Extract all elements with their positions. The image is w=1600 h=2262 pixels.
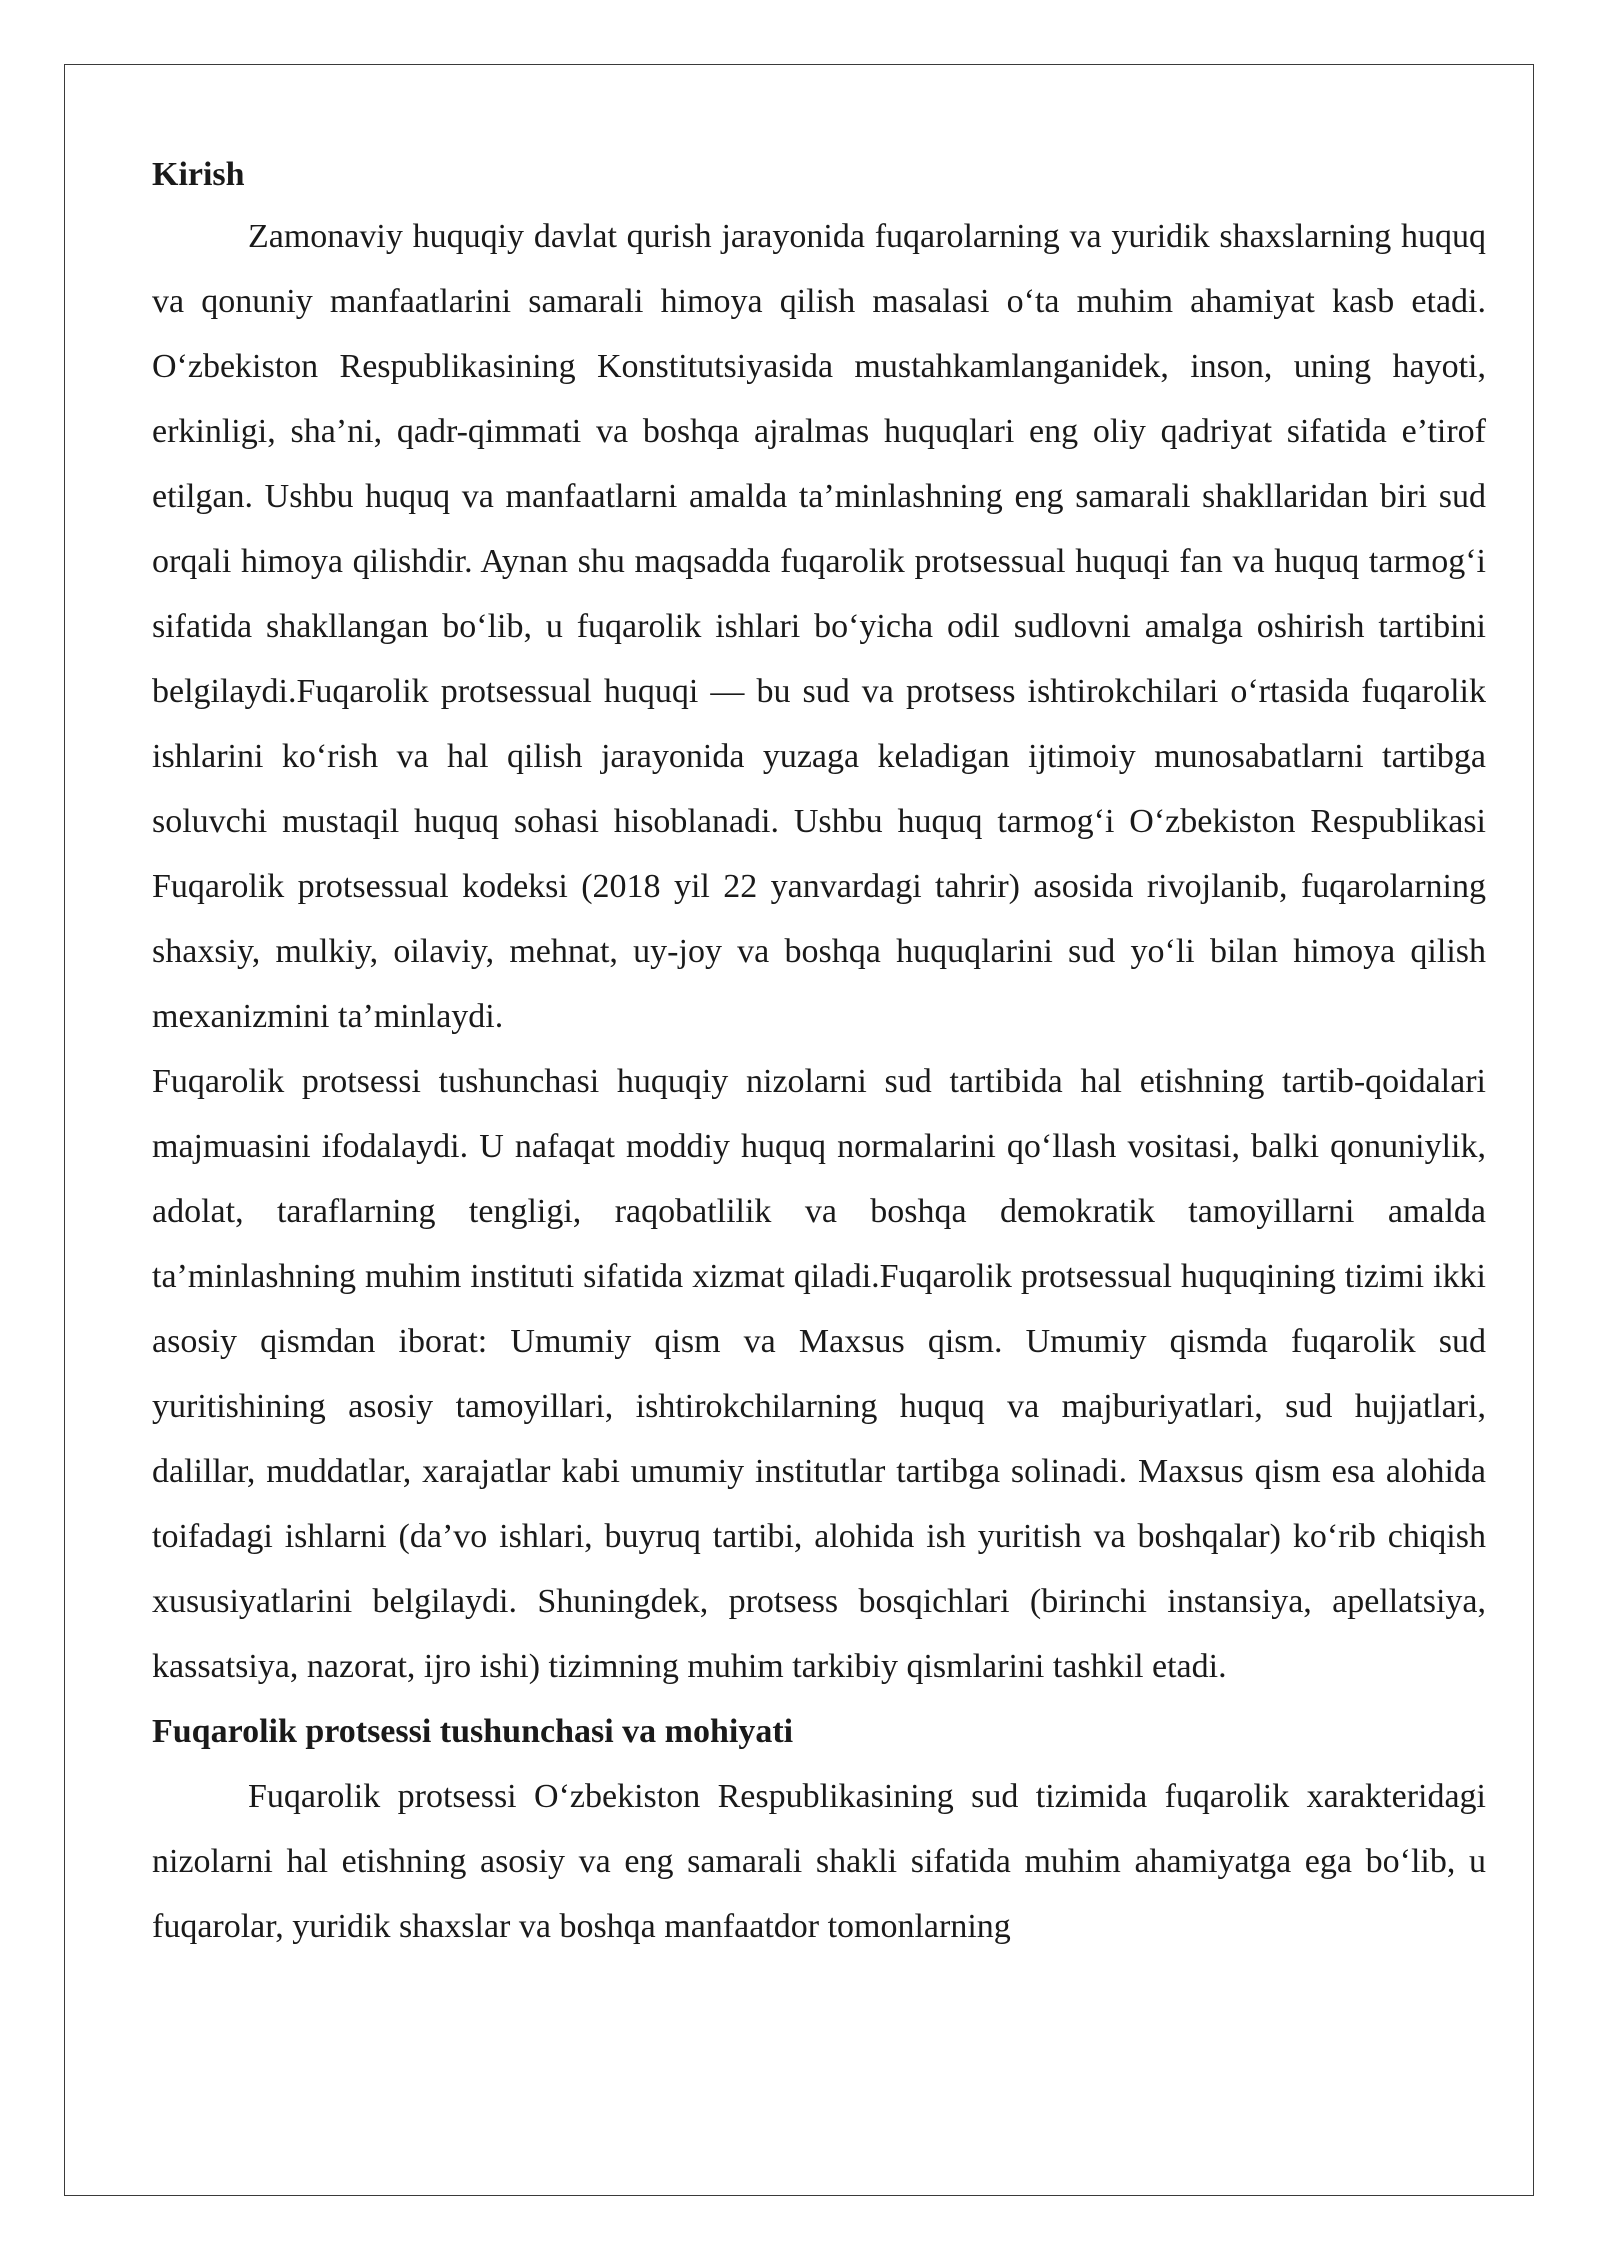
paragraph-section-start: Fuqarolik protsessi O‘zbekiston Respublikasining sud tizimida fuqarolik xarakteridagi nizolarni hal etishning asosiy va eng samarali shakli sifatida muhim ahamiyatga ega bo‘lib, u fuqarolar, yuridik shaxslar va boshqa manfaatdor tomonlarning [152, 1778, 1486, 1945]
paragraph-intro: Zamonaviy huquqiy davlat qurish jarayonida fuqarolarning va yuridik shaxslarning huquq va qonuniy manfaatlarini samarali himoya qilish masalasi o‘ta muhim ahamiyat kasb etadi. O‘zbekiston Respublikasining Konstitutsiyasida mustahkamlanganidek, inson, uning hayoti, erkinligi, sha’ni, qadr-qimmati va boshqa ajralmas huquqlari eng oliy qadriyat sifatida e’tirof etilgan. Ushbu huquq va manfaatlarni amalda ta’minlashning eng samarali shakllaridan biri sud orqali himoya qilishdir. Aynan shu maqsadda fuqarolik protsessual huquqi fan va huquq tarmog‘i sifatida shakllangan bo‘lib, u fuqarolik ishlari bo‘yicha odil sudlovni amalga oshirish tartibini belgilaydi.Fuqarolik protsessual huquqi — bu sud va protsess ishtirokchilari o‘rtasida fuqarolik ishlarini ko‘rish va hal qilish jarayonida yuzaga keladigan ijtimoiy munosabatlarni tartibga soluvchi mustaqil huquq sohasi hisoblanadi. Ushbu huquq tarmog‘i O‘zbekiston Respublikasi Fuqarolik protsessual kodeksi (2018 yil 22 yanvardagi tahrir) asosida rivojlanib, fuqarolarning shaxsiy, mulkiy, oilaviy, mehnat, uy-joy va boshqa huquqlarini sud yo‘li bilan himoya qilish mexanizmini ta’minlaydi. [152, 218, 1486, 1035]
section-title: Fuqarolik protsessi tushunchasi va mohiyati [152, 1713, 794, 1750]
heading-kirish: Kirish [152, 156, 245, 193]
paragraph-process-concept: Fuqarolik protsessi tushunchasi huquqiy nizolarni sud tartibida hal etishning tartib-qoidalari majmuasini ifodalaydi. U nafaqat moddiy huquq normalarini qo‘llash vositasi, balki qonuniylik, adolat, taraflarning tengligi, raqobatlilik va boshqa demokratik tamoyillarni amalda ta’minlashning muhim instituti sifatida xizmat qiladi.Fuqarolik protsessual huquqining tizimi ikki asosiy qismdan iborat: Umumiy qism va Maxsus qism. Umumiy qismda fuqarolik sud yuritishining asosiy tamoyillari, ishtirokchilarning huquq va majburiyatlari, sud hujjatlari, dalillar, muddatlar, xarajatlar kabi umumiy institutlar tartibga solinadi. Maxsus qism esa alohida toifadagi ishlarni (da’vo ishlari, buyruq tartibi, alohida ish yuritish va boshqalar) ko‘rib chiqish xususiyatlarini belgilaydi. Shuningdek, protsess bosqichlari (birinchi instansiya, apellatsiya, kassatsiya, nazorat, ijro ishi) tizimning muhim tarkibiy qismlarini tashkil etadi. [152, 1063, 1486, 1685]
document-body [152, 146, 1486, 1959]
